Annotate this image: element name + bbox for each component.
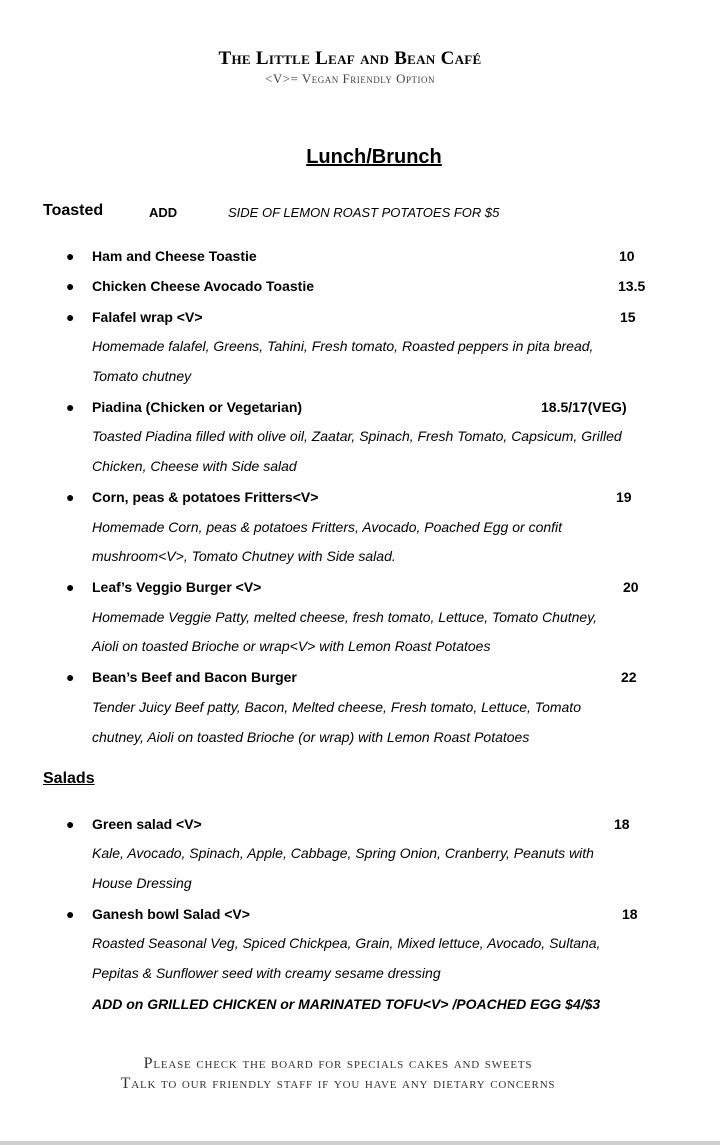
- menu-item-description: Homemade falafel, Greens, Tahini, Fresh tomato, Roasted peppers in pita bread,: [92, 338, 594, 354]
- salads-heading: Salads: [43, 770, 95, 787]
- menu-item-name: Bean’s Beef and Bacon Burger: [92, 669, 297, 685]
- menu-item-price: 20: [623, 579, 639, 595]
- bullet-icon: ●: [66, 489, 75, 505]
- menu-item-name: Corn, peas & potatoes Fritters<V>: [92, 489, 319, 505]
- menu-item-description: Toasted Piadina filled with olive oil, Zaatar, Spinach, Fresh Tomato, Capsicum, Grilled: [92, 428, 622, 444]
- menu-item-name: Green salad <V>: [92, 816, 202, 832]
- menu-item-name: Ham and Cheese Toastie: [92, 248, 257, 264]
- vegan-legend: <V>= Vegan Friendly Option: [265, 71, 435, 86]
- menu-item-price: 19: [616, 489, 632, 505]
- menu-item-description: Homemade Veggie Patty, melted cheese, fresh tomato, Lettuce, Tomato Chutney,: [92, 609, 598, 625]
- menu-item-name: Leaf’s Veggio Burger <V>: [92, 579, 262, 595]
- menu-item-description: House Dressing: [92, 875, 192, 891]
- menu-item-description: Roasted Seasonal Veg, Spiced Chickpea, Grain, Mixed lettuce, Avocado, Sultana,: [92, 935, 601, 951]
- bullet-icon: ●: [66, 399, 75, 415]
- menu-item-name: Chicken Cheese Avocado Toastie: [92, 278, 314, 294]
- menu-item-description: chutney, Aioli on toasted Brioche (or wrap) with Lemon Roast Potatoes: [92, 729, 530, 745]
- bullet-icon: ●: [66, 906, 75, 922]
- menu-item-price: 15: [620, 309, 636, 325]
- side-option-note: SIDE OF LEMON ROAST POTATOES FOR $5: [228, 205, 500, 220]
- add-label: ADD: [149, 205, 178, 220]
- menu-item-price: 18.5/17(VEG): [541, 399, 627, 415]
- menu-item-description: Chicken, Cheese with Side salad: [92, 458, 297, 474]
- specials-note: Please check the board for specials cakes and sweets: [143, 1055, 533, 1072]
- salad-addon-note: ADD on GRILLED CHICKEN or MARINATED TOFU<V> /POACHED EGG $4/$3: [92, 996, 601, 1012]
- cafe-title: The Little Leaf and Bean Café: [218, 48, 482, 69]
- toasted-heading: Toasted: [43, 202, 104, 219]
- menu-item-description: Tender Juicy Beef patty, Bacon, Melted cheese, Fresh tomato, Lettuce, Tomato: [92, 699, 581, 715]
- menu-item-description: Tomato chutney: [92, 368, 192, 384]
- menu-item-price: 18: [614, 816, 630, 832]
- bullet-icon: ●: [66, 816, 75, 832]
- menu-section-title: Lunch/Brunch: [306, 146, 442, 168]
- menu-item-description: Aioli on toasted Brioche or wrap<V> with Lemon Roast Potatoes: [92, 638, 491, 654]
- menu-item-description: mushroom<V>, Tomato Chutney with Side salad.: [92, 548, 396, 564]
- menu-item-price: 22: [621, 669, 637, 685]
- menu-item-price: 13.5: [618, 278, 646, 294]
- menu-item-description: Pepitas & Sunflower seed with creamy sesame dressing: [92, 965, 441, 981]
- menu-item-price: 18: [622, 906, 638, 922]
- menu-item-name: Ganesh bowl Salad <V>: [92, 906, 250, 922]
- menu-item-name: Piadina (Chicken or Vegetarian): [92, 399, 303, 415]
- menu-item-description: Homemade Corn, peas & potatoes Fritters, Avocado, Poached Egg or confit: [92, 519, 563, 535]
- dietary-note: Talk to our friendly staff if you have any dietary concerns: [120, 1075, 556, 1092]
- page-bottom-divider: [0, 1141, 720, 1145]
- bullet-icon: ●: [66, 669, 75, 685]
- bullet-icon: ●: [66, 248, 75, 264]
- menu-item-description: Kale, Avocado, Spinach, Apple, Cabbage, Spring Onion, Cranberry, Peanuts with: [92, 845, 594, 861]
- bullet-icon: ●: [66, 278, 75, 294]
- menu-item-name: Falafel wrap <V>: [92, 309, 203, 325]
- bullet-icon: ●: [66, 309, 75, 325]
- bullet-icon: ●: [66, 579, 75, 595]
- menu-item-price: 10: [619, 248, 635, 264]
